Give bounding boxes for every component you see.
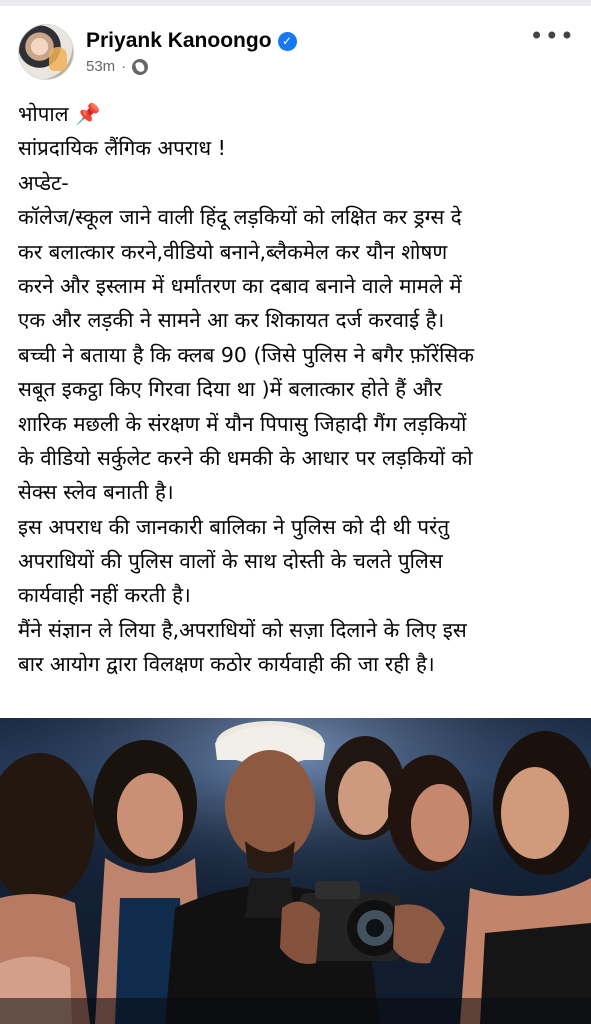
author-avatar[interactable]: [18, 24, 74, 80]
post-photo[interactable]: [0, 718, 591, 1024]
post-line: के वीडियो सर्कुलेट करने की धमकी के आधार पर लड़कियों को: [18, 445, 473, 470]
post-line: एक और लड़की ने सामने आ कर शिकायत दर्ज करवाई है।: [18, 308, 445, 333]
author-name[interactable]: Priyank Kanoongo: [86, 29, 272, 52]
post-time[interactable]: 53m: [86, 58, 116, 75]
post-line: मैंने संज्ञान ले लिया है,अपराधियों को सज़ा दिलाने के लिए इस: [18, 617, 467, 642]
post-line: बच्ची ने बताया है कि क्लब 90 (जिसे पुलिस ने बगैर फ़ॉरेंसिक: [18, 342, 475, 367]
post-line: अपराधियों की पुलिस वालों के साथ दोस्ती के चलते पुलिस: [18, 549, 443, 574]
post-line: कॉलेज/स्कूल जाने वाली हिंदू लड़कियों को लक्षित कर ड्रग्स दे: [18, 205, 462, 230]
post-line: सबूत इकट्ठा किए गिरवा दिया था )में बलात्कार होते हैं और: [18, 377, 442, 402]
post-line: इस अपराध की जानकारी बालिका ने पुलिस को दी थी परंतु: [18, 514, 450, 539]
post-line: कर बलात्कार करने,वीडियो बनाने,ब्लैकमेल कर यौन शोषण: [18, 239, 448, 264]
post-line: शारिक मछली के संरक्षण में यौन पिपासु जिहादी गैंग लड़कियों: [18, 411, 467, 436]
post-line: करने और इस्लाम में धर्मांतरण का दबाव बनाने वाले मामले में: [18, 273, 462, 298]
pin-icon: 📌: [75, 102, 101, 126]
post-line: भोपाल 📌: [18, 102, 101, 126]
globe-icon: [132, 59, 148, 75]
more-options-button[interactable]: •••: [529, 22, 575, 50]
meta-separator: ·: [121, 58, 127, 75]
post-line: सांप्रदायिक लैंगिक अपराध !: [18, 136, 226, 161]
post-meta: [86, 58, 148, 75]
top-divider: [0, 0, 591, 6]
post-line: अप्डेट-: [18, 170, 69, 195]
verified-badge-icon: ✓: [278, 32, 297, 51]
post-header: [0, 10, 591, 90]
author-name-row: [86, 26, 297, 56]
photo-illustration: [0, 718, 591, 1024]
post-body: [18, 97, 578, 682]
post-line: कार्यवाही नहीं करती है।: [18, 583, 191, 608]
post-line: बार आयोग द्वारा विलक्षण कठोर कार्यवाही की जा रही है।: [18, 652, 435, 677]
post-line: सेक्स स्लेव बनाती है।: [18, 480, 174, 505]
